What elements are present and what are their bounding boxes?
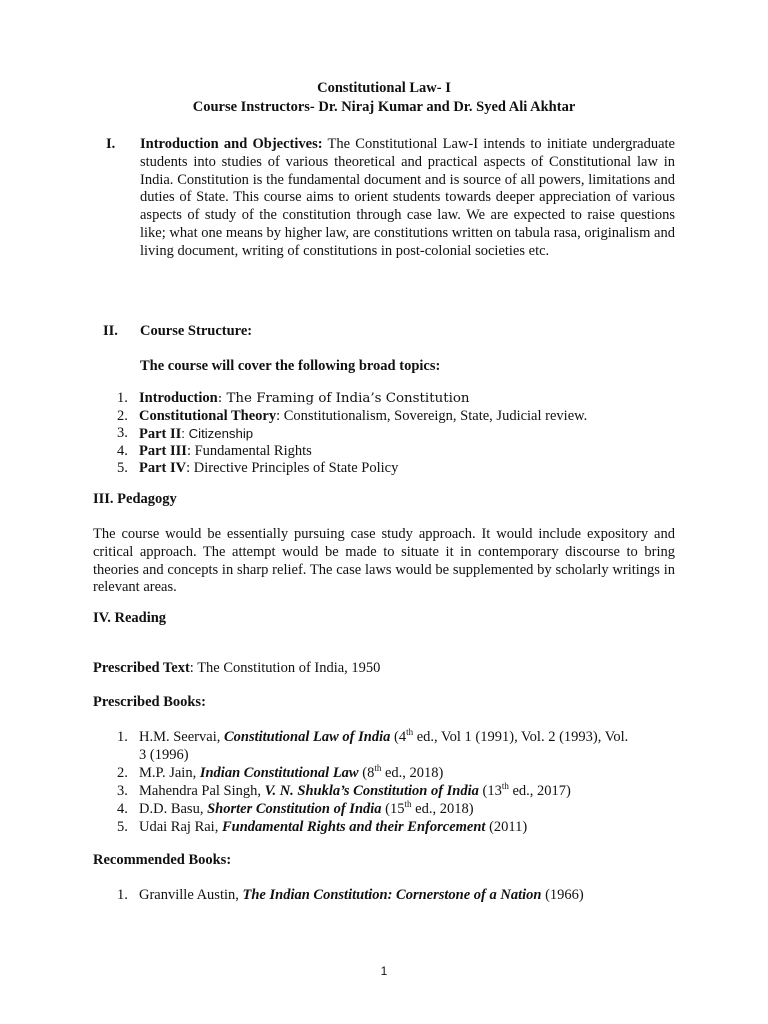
prescribed-books-list [117, 729, 677, 837]
section-1-text: The Constitutional Law-I intends to initiate undergraduate students into studies of various theoretical and practical aspects of Constitutional law in India. Constitution is the fundamental document and is source of all powers, limitations and duties of State. This course aims to orient students towards deeper appreciation of various aspects of study of the constitution through case law. We are expected to raise questions like; what one means by higher law, are constitutions written on tabula rasa, originalism and living document, writing of constitutions in post-colonial societies etc. [140, 136, 675, 259]
prescribed-books-heading: Prescribed Books: [93, 694, 206, 710]
section-1-numeral: I. [106, 136, 116, 152]
section-4-heading: IV. Reading [93, 610, 167, 626]
list-item: 5. Udai Raj Rai, Fundamental Rights and their Enforcement (2011) [117, 819, 528, 835]
list-item: 3. Mahendra Pal Singh, V. N. Shukla’s Constitution of India (13th ed., 2017) [117, 781, 571, 799]
course-instructors: Course Instructors- Dr. Niraj Kumar and Dr. Syed Ali Akhtar [192, 99, 576, 115]
document-page: Constitutional Law- I Course Instructors- Dr. Niraj Kumar and Dr. Syed Ali Akhtar I. Introduction and Objectives: The Constitutional Law-I intends to initiate undergraduate students into studies of various theoretical and practical aspects of Constitutional law in India. Constitution is the fundamental document and is source of all powers, limitations and duties of State. This course aims to orient students towards deeper appreciation of various aspects of study of the constitution through case law. We are expected to raise questions like; what one means by higher law, are constitutions written on tabula rasa, originalism and living document, writing of constitutions in post-colonial societies etc. II. Course Structure: The course will cover the following broad topics: 1. Introduction: The Framing of India’s Constitution 2. Constitutional Theory: Constitutionalism, Sovereign, State, Judicial review. 3. Part II: Citizenship 4. Part III: Fundamental Rights 5. Part IV: Directive Principles of State Policy III. Pedagogy The course would be essentially pursuing case study approach. It would include expository and critical approach. The attempt would be made to situate it in contemporary discourse to bring theories and concepts in sharp relief. The case laws would be supplemented by scholarly writings in relevant areas. IV. Reading Prescribed Text: The Constitution of India, 1950 Prescribed Books: 1. H.M. Seervai, Constitutional Law of India (4th ed., Vol 1 (1991), Vol. 2 (1993), Vol. 3 (1996) 2. M.P. Jain, Indian Constitutional Law (8th ed., 2018) 3. Mahendra Pal Singh, V. N. Shukla’s Constitution of India (13th ed., 2017) 4. D.D. Basu, Shorter Constitution of India (15th ed., 2018) 5. Udai Raj Rai, Fundamental Rights and their Enforcement (2011) Recommended Books: 1. Granville Austin, The Indian Constitution: Cornerstone of a Nation (1966) 1 [0, 0, 768, 1024]
section-3-text: The course would be essentially pursuing case study approach. It would include expository and critical approach. The attempt would be made to situate it in contemporary discourse to bring theories and concepts in sharp relief. The case laws would be supplemented by scholarly writings in relevant areas. [93, 526, 675, 596]
document-title: Constitutional Law- I [317, 80, 451, 96]
list-item: 2. M.P. Jain, Indian Constitutional Law (8th ed., 2018) [117, 763, 444, 781]
section-1-paragraph [140, 136, 675, 261]
section-1-heading: Introduction and Objectives: [140, 136, 323, 152]
section-2-heading: Course Structure: [140, 323, 253, 339]
section-2-numeral: II. [103, 323, 118, 339]
list-item: 4. D.D. Basu, Shorter Constitution of India (15th ed., 2018) [117, 799, 474, 817]
section-2-subheading: The course will cover the following broad topics: [140, 358, 441, 374]
page-number: 1 [380, 964, 388, 978]
recommended-books-heading: Recommended Books: [93, 852, 232, 868]
list-item: 1. H.M. Seervai, Constitutional Law of India (4th ed., Vol 1 (1991), Vol. 2 (1993), Vol. 3 (1996) [117, 727, 629, 763]
list-item: 1. Granville Austin, The Indian Constitution: Cornerstone of a Nation (1966) [117, 887, 584, 903]
prescribed-text: Prescribed Text: The Constitution of India, 1950 [93, 660, 381, 676]
recommended-books-list [117, 887, 677, 905]
section-3-heading: III. Pedagogy [93, 491, 177, 507]
